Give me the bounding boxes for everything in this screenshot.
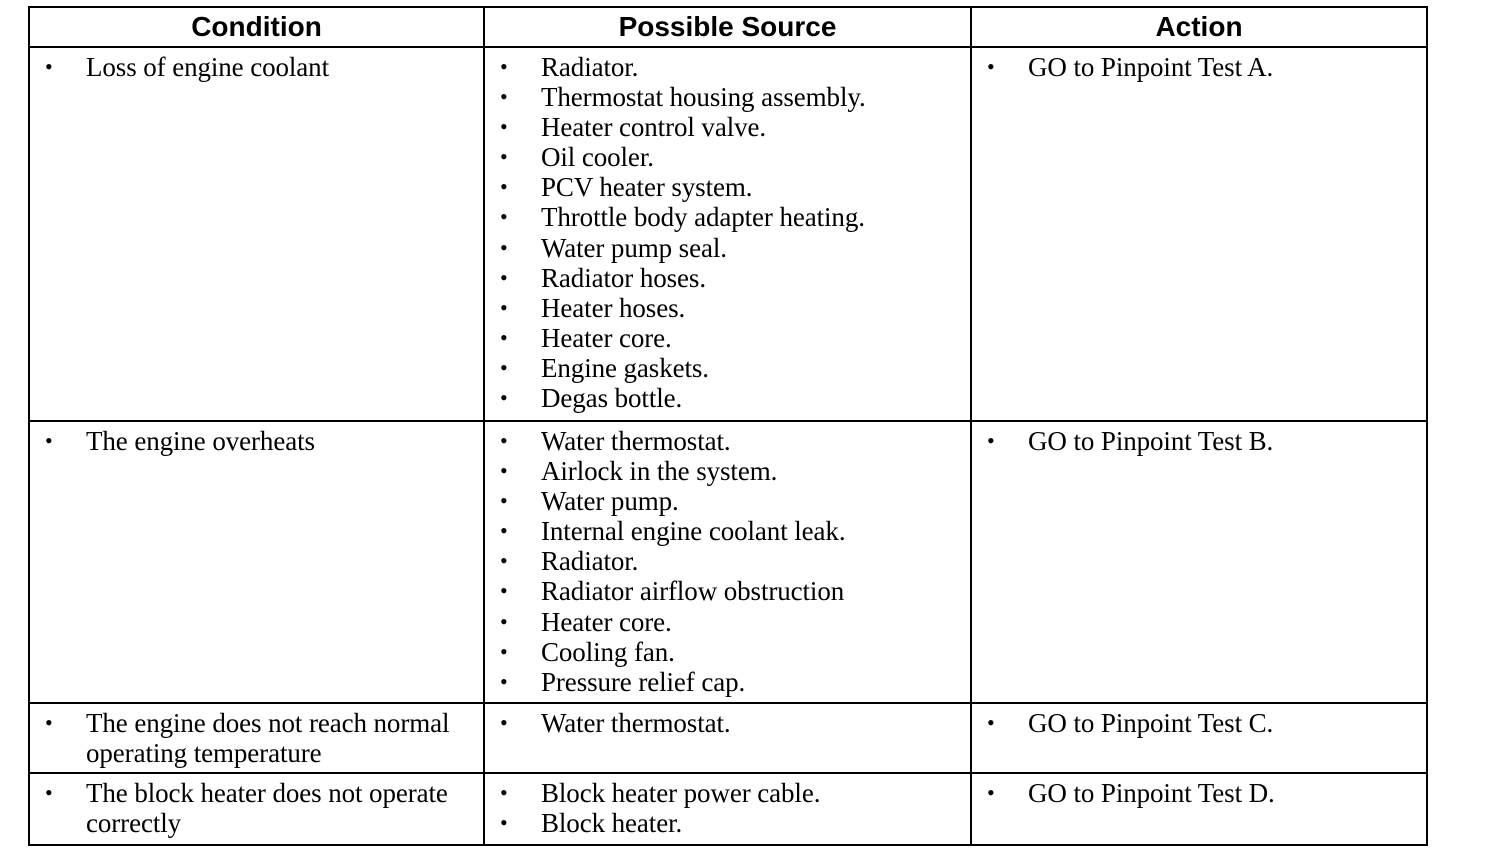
source-cell <box>484 47 971 421</box>
condition-text: • The block heater does not operate correctly <box>30 778 483 838</box>
source-item: • Cooling fan. <box>485 637 970 667</box>
source-item: • Heater control valve. <box>485 112 970 142</box>
condition-cell <box>29 703 484 773</box>
action-cell <box>971 47 1427 421</box>
source-item: • Engine gaskets. <box>485 353 970 383</box>
action-text: • GO to Pinpoint Test B. <box>972 426 1426 456</box>
table-row <box>29 703 1427 773</box>
source-item: • Radiator. <box>485 52 970 82</box>
source-item: • Radiator airflow obstruction <box>485 576 970 606</box>
source-item: • Water thermostat. <box>485 708 970 738</box>
source-item: • PCV heater system. <box>485 172 970 202</box>
source-cell <box>484 421 971 703</box>
source-item: • Heater core. <box>485 323 970 353</box>
source-item: • Heater hoses. <box>485 293 970 323</box>
source-item: • Heater core. <box>485 607 970 637</box>
header-condition: Condition <box>29 7 484 47</box>
source-item: • Block heater power cable. <box>485 778 970 808</box>
source-item: • Radiator hoses. <box>485 263 970 293</box>
source-item: • Water pump. <box>485 486 970 516</box>
action-cell <box>971 703 1427 773</box>
source-item: • Thermostat housing assembly. <box>485 82 970 112</box>
action-cell <box>971 773 1427 845</box>
header-action: Action <box>971 7 1427 47</box>
source-item: • Internal engine coolant leak. <box>485 516 970 546</box>
table-row <box>29 47 1427 421</box>
condition-text: • The engine does not reach normal operating temperature <box>30 708 483 768</box>
source-item: • Degas bottle. <box>485 383 970 413</box>
action-cell <box>971 421 1427 703</box>
diagnosis-table <box>28 6 1428 846</box>
condition-cell <box>29 47 484 421</box>
action-text: • GO to Pinpoint Test A. <box>972 52 1426 82</box>
table-row <box>29 421 1427 703</box>
source-item: • Pressure relief cap. <box>485 667 970 697</box>
header-possible-source: Possible Source <box>484 7 971 47</box>
source-item: • Radiator. <box>485 546 970 576</box>
action-text: • GO to Pinpoint Test C. <box>972 708 1426 738</box>
condition-text: • Loss of engine coolant <box>30 52 483 82</box>
header-row <box>29 7 1427 47</box>
source-cell <box>484 773 971 845</box>
condition-cell <box>29 421 484 703</box>
source-item: • Oil cooler. <box>485 142 970 172</box>
source-item: • Water pump seal. <box>485 233 970 263</box>
table-row <box>29 773 1427 845</box>
source-item: • Block heater. <box>485 808 970 838</box>
source-cell <box>484 703 971 773</box>
condition-text: • The engine overheats <box>30 426 483 456</box>
source-item: • Airlock in the system. <box>485 456 970 486</box>
source-item: • Water thermostat. <box>485 426 970 456</box>
source-item: • Throttle body adapter heating. <box>485 202 970 232</box>
action-text: • GO to Pinpoint Test D. <box>972 778 1426 808</box>
condition-cell <box>29 773 484 845</box>
